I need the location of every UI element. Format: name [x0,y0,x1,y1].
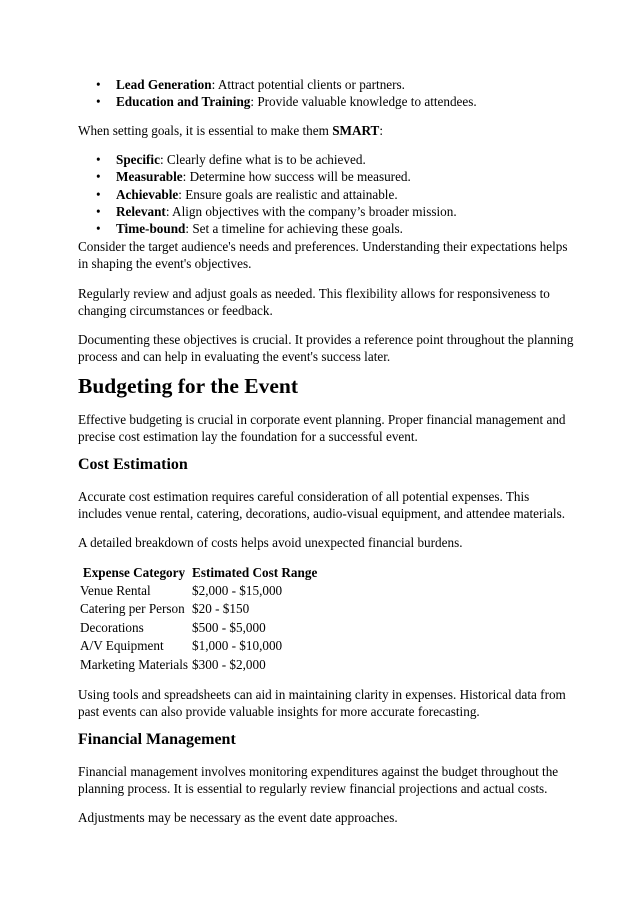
bullet-icon: • [96,152,101,167]
table-row [78,655,319,673]
bullet-icon: • [96,186,101,202]
table-row [78,618,319,636]
paragraph-line: precise cost estimation lay the foundation for a successful event. [78,429,418,444]
paragraph-review [78,285,550,319]
table-row [78,637,319,655]
list-item-term: Lead Generation [116,77,212,92]
table-cell: $300 - $2,000 [192,656,266,672]
smart-intro [78,122,383,139]
list-item-term: Relevant [116,203,166,219]
smart-list [78,151,457,237]
list-item-desc: : Provide valuable knowledge to attendees. [250,94,477,110]
smart-term: SMART [332,123,380,138]
paragraph-line: includes venue rental, catering, decorations, audio-visual equipment, and attendee materials. [78,506,566,521]
paragraph-cost-1 [78,488,565,522]
bullet-icon: • [96,169,101,185]
table-cell: $20 - $150 [192,601,250,617]
list-item-term: Time-bound [116,221,186,237]
list-item-desc: : Clearly define what is to be achieved. [159,152,366,167]
list-item [78,76,477,93]
table-row [78,581,319,599]
list-item-desc: : Ensure goals are realistic and attainable. [178,186,398,202]
paragraph-line: planning process. It is essential to regularly review financial projections and actual costs. [78,781,548,796]
table-cell: $1,000 - $10,000 [192,638,283,654]
cost-table [78,563,319,673]
paragraph-adjust: Adjustments may be necessary as the event date approaches. [78,810,398,825]
paragraph-financial [78,763,558,797]
table-cell: Marketing Materials [80,656,189,672]
table-header-cell: Estimated Cost Range [192,564,318,580]
bullet-icon: • [96,77,101,92]
bullet-icon: • [96,203,101,219]
heading-financial-management: Financial Management [78,731,236,748]
table-cell: A/V Equipment [80,638,164,654]
table-header-cell: Expense Category [82,564,186,580]
table-cell: Catering per Person [80,601,185,617]
heading-cost-estimation: Cost Estimation [78,456,188,473]
list-item-desc: : Attract potential clients or partners. [211,77,405,92]
paragraph-document [78,331,573,365]
list-item [78,220,457,237]
paragraph-budget [78,411,566,445]
paragraph-audience [78,238,568,272]
paragraph-line: Accurate cost estimation requires careful consideration of all potential expenses. This [78,489,530,504]
list-item-desc: : Align objectives with the company’s broader mission. [165,203,457,219]
list-item-desc: : Determine how success will be measured. [182,169,411,185]
paragraph-line: Regularly review and adjust goals as needed. This flexibility allows for responsiveness to [78,286,550,301]
paragraph-line: Using tools and spreadsheets can aid in maintaining clarity in expenses. Historical data from [78,687,566,702]
bullet-icon: • [96,94,101,110]
smart-intro-colon: : [379,123,384,138]
paragraph-line: Documenting these objectives is crucial. It provides a reference point throughout the planning [78,332,574,347]
list-item [78,93,477,110]
paragraph-line: changing circumstances or feedback. [78,303,273,318]
heading-budgeting: Budgeting for the Event [78,374,298,398]
table-cell: $500 - $5,000 [192,619,266,635]
table-cell: Venue Rental [80,583,151,599]
list-item [78,186,457,203]
paragraph-cost-2: A detailed breakdown of costs helps avoid unexpected financial burdens. [78,535,463,550]
list-item-term: Achievable [116,186,179,202]
paragraph-line: process and can help in evaluating the event's success later. [78,349,391,364]
table-cell: $2,000 - $15,000 [192,583,283,599]
paragraph-line: past events can also provide valuable insights for more accurate forecasting. [78,704,480,719]
list-item-term: Education and Training [116,94,251,110]
goals-list [78,76,477,111]
list-item-term: Measurable [116,169,183,185]
list-item [78,168,457,185]
list-item [78,203,457,220]
table-cell: Decorations [80,619,144,635]
list-item-term: Specific [116,152,160,167]
paragraph-line: Financial management involves monitoring expenditures against the budget throughout the [78,764,559,779]
paragraph-line: Effective budgeting is crucial in corporate event planning. Proper financial management and [78,412,566,427]
paragraph-tools [78,686,566,720]
paragraph-line: in shaping the event's objectives. [78,256,252,271]
table-row [78,600,319,618]
list-item-desc: : Set a timeline for achieving these goals. [185,221,403,237]
paragraph-line: Consider the target audience's needs and preferences. Understanding their expectations helps [78,239,568,254]
table-header-row [78,563,319,581]
list-item [78,151,457,168]
smart-intro-text: When setting goals, it is essential to make them [78,123,333,138]
bullet-icon: • [96,221,101,237]
